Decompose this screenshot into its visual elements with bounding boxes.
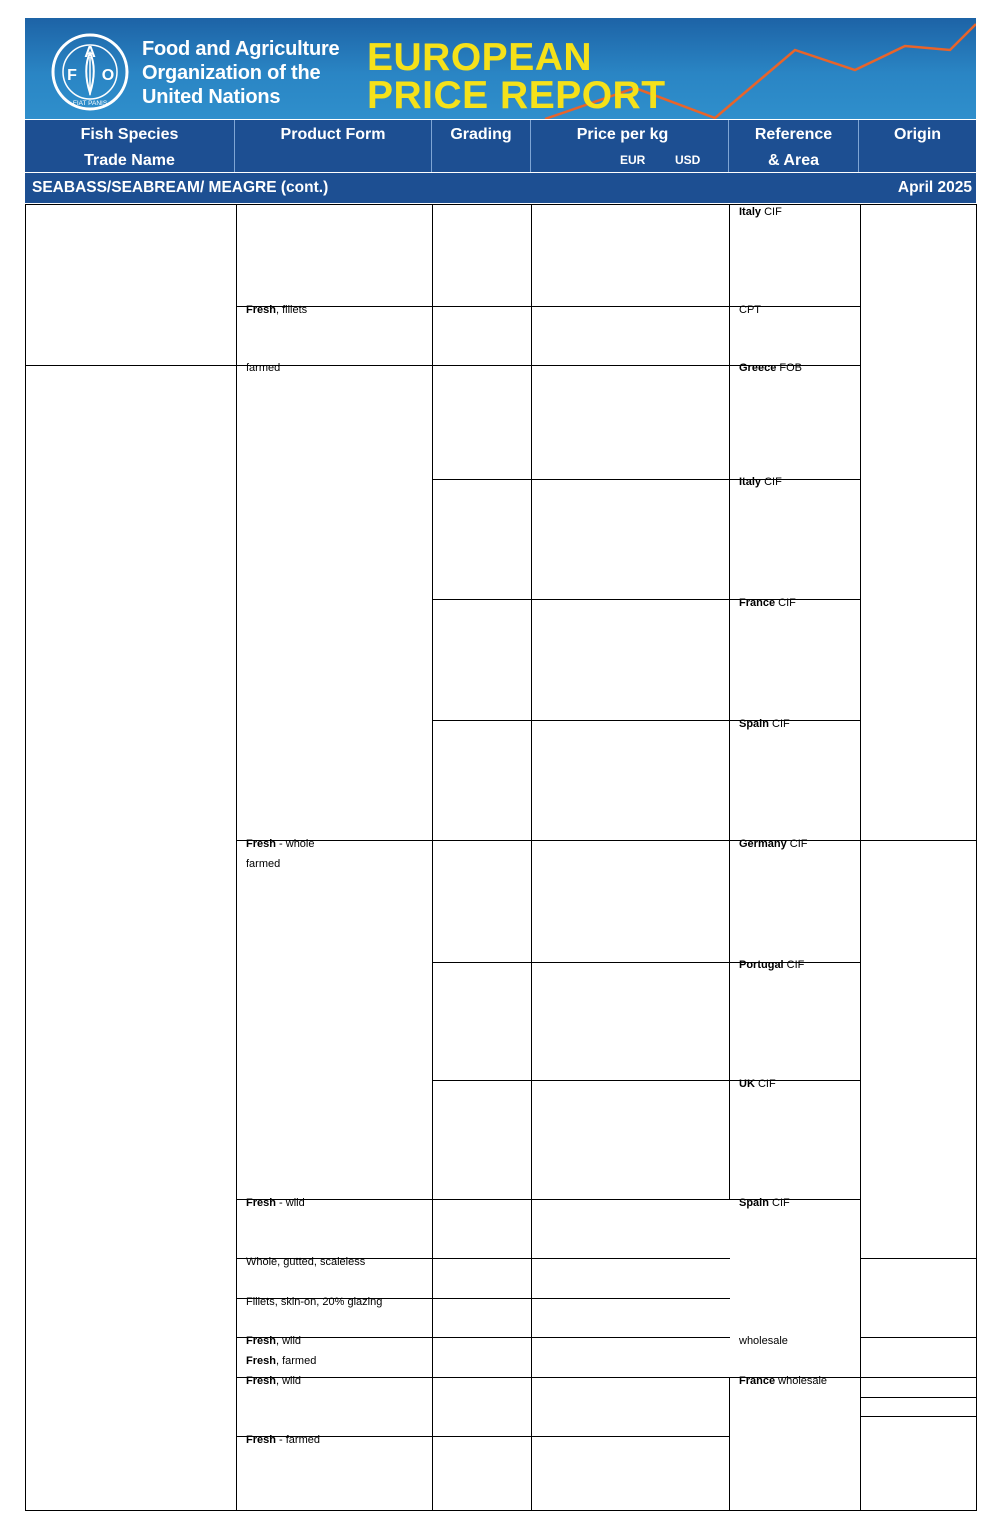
- reference-area-cell: [739, 597, 796, 610]
- product-form-part: Whole, gutted, scaleless: [246, 1256, 366, 1268]
- column-divider: [976, 204, 977, 1510]
- product-form-part: farmed: [246, 362, 281, 374]
- reference-part: CPT: [739, 304, 761, 316]
- reference-area-cell: [739, 838, 807, 851]
- reference-part: UK: [739, 1078, 755, 1090]
- product-form-part: - farmed: [275, 1434, 320, 1446]
- col-usd-label: USD: [675, 153, 701, 167]
- column-divider: [729, 1377, 730, 1510]
- row-divider: [860, 840, 977, 841]
- reference-area-cell: [739, 362, 802, 375]
- reference-area-cell: [739, 304, 761, 317]
- row-divider: [860, 1397, 977, 1398]
- report-title-line: EUROPEAN: [367, 36, 593, 79]
- org-line: Food and Agriculture: [142, 38, 340, 60]
- product-form-cell: [246, 858, 280, 871]
- reference-part: CIF: [775, 597, 796, 609]
- col-product-label: Product Form: [280, 126, 386, 143]
- reference-part: Italy: [739, 476, 762, 488]
- svg-text:A: A: [84, 44, 96, 61]
- org-line: United Nations: [142, 86, 281, 108]
- product-form-cell: [246, 1375, 301, 1388]
- reference-part: CIF: [783, 959, 805, 971]
- col-grading-label: Grading: [450, 126, 512, 143]
- reference-part: Spain: [739, 718, 769, 730]
- row-divider: [25, 204, 977, 205]
- column-divider: [860, 204, 861, 1510]
- col-eur-label: EUR: [620, 153, 646, 167]
- product-form-part: Fresh: [246, 1197, 276, 1209]
- product-form-part: farmed: [246, 858, 281, 870]
- report-title-line: PRICE REPORT: [367, 74, 666, 117]
- org-line: Organization of the: [142, 62, 321, 84]
- column-divider: [25, 204, 26, 1510]
- reference-part: CIF: [786, 838, 808, 850]
- column-divider: [432, 204, 433, 1510]
- reference-part: Italy: [739, 206, 762, 218]
- reference-part: Spain: [739, 1197, 769, 1209]
- product-form-part: , fillets: [275, 304, 308, 316]
- product-form-part: Fresh: [246, 1375, 276, 1387]
- col-species-line: Trade Name: [84, 152, 175, 169]
- column-divider: [531, 204, 532, 1510]
- reference-part: FOB: [776, 362, 802, 374]
- product-form-part: , wild: [275, 1375, 302, 1387]
- row-divider: [236, 365, 730, 366]
- row-divider: [860, 1337, 977, 1338]
- column-divider: [729, 204, 730, 1199]
- row-divider: [860, 1416, 977, 1417]
- row-divider: [236, 306, 730, 307]
- reference-part: Greece: [739, 362, 777, 374]
- product-form-cell: [246, 838, 315, 851]
- reference-area-cell: [739, 1335, 788, 1348]
- row-divider: [432, 1080, 861, 1081]
- product-form-part: Fresh: [246, 1355, 276, 1367]
- reference-part: CIF: [761, 206, 782, 218]
- reference-area-cell: [739, 718, 790, 731]
- row-divider: [432, 720, 861, 721]
- reference-area-cell: [739, 959, 804, 972]
- reference-area-cell: [739, 476, 782, 489]
- section-date: April 2025: [897, 179, 972, 196]
- col-price-label: Price per kg: [576, 126, 669, 143]
- product-form-cell: [246, 1434, 320, 1447]
- row-divider: [236, 1337, 730, 1338]
- product-form-part: , wild: [275, 1335, 302, 1347]
- reference-part: France: [739, 597, 776, 609]
- product-form-part: Fresh: [246, 1434, 276, 1446]
- column-divider: [236, 204, 237, 1510]
- col-reference-line: & Area: [768, 152, 819, 169]
- reference-part: CIF: [768, 1197, 790, 1209]
- row-divider: [432, 479, 861, 480]
- row-divider: [25, 365, 237, 366]
- row-divider: [236, 1377, 730, 1378]
- product-form-cell: [246, 1355, 316, 1368]
- reference-area-cell: [739, 1078, 776, 1091]
- product-form-cell: [246, 1197, 305, 1210]
- product-form-cell: [246, 1256, 365, 1269]
- reference-part: France: [739, 1375, 776, 1387]
- row-divider: [25, 1510, 977, 1511]
- product-form-cell: [246, 362, 280, 375]
- reference-part: Germany: [739, 838, 787, 850]
- reference-area-cell: [739, 206, 782, 219]
- product-form-part: , farmed: [275, 1355, 317, 1367]
- product-form-part: Fresh: [246, 838, 276, 850]
- product-form-part: - whole: [275, 838, 315, 850]
- svg-text:O: O: [101, 67, 115, 84]
- product-form-cell: [246, 304, 307, 317]
- product-form-cell: [246, 1296, 382, 1309]
- section-title: SEABASS/SEABREAM/ MEAGRE (cont.): [32, 179, 329, 196]
- row-divider: [432, 599, 861, 600]
- product-form-part: Fresh: [246, 304, 276, 316]
- col-species-line: Fish Species: [80, 126, 179, 143]
- product-form-part: Fillets, skin-on, 20% glazing: [246, 1296, 383, 1308]
- reference-part: CIF: [761, 476, 782, 488]
- reference-part: Portugal: [739, 959, 784, 971]
- product-form-part: Fresh: [246, 1335, 276, 1347]
- reference-area-cell: [739, 1375, 827, 1388]
- row-divider: [860, 1377, 977, 1378]
- reference-part: wholesale: [739, 1335, 788, 1347]
- reference-area-cell: [739, 1197, 790, 1210]
- row-divider: [236, 1199, 730, 1200]
- row-divider: [860, 1258, 977, 1259]
- product-form-cell: [246, 1335, 301, 1348]
- reference-part: wholesale: [775, 1375, 828, 1387]
- svg-text:FIAT PANIS: FIAT PANIS: [72, 100, 108, 107]
- product-form-part: - wild: [275, 1197, 305, 1209]
- col-reference-line: Reference: [754, 126, 833, 143]
- reference-part: CIF: [754, 1078, 776, 1090]
- reference-part: CIF: [768, 718, 790, 730]
- col-origin-label: Origin: [893, 126, 942, 143]
- svg-text:F: F: [67, 67, 77, 84]
